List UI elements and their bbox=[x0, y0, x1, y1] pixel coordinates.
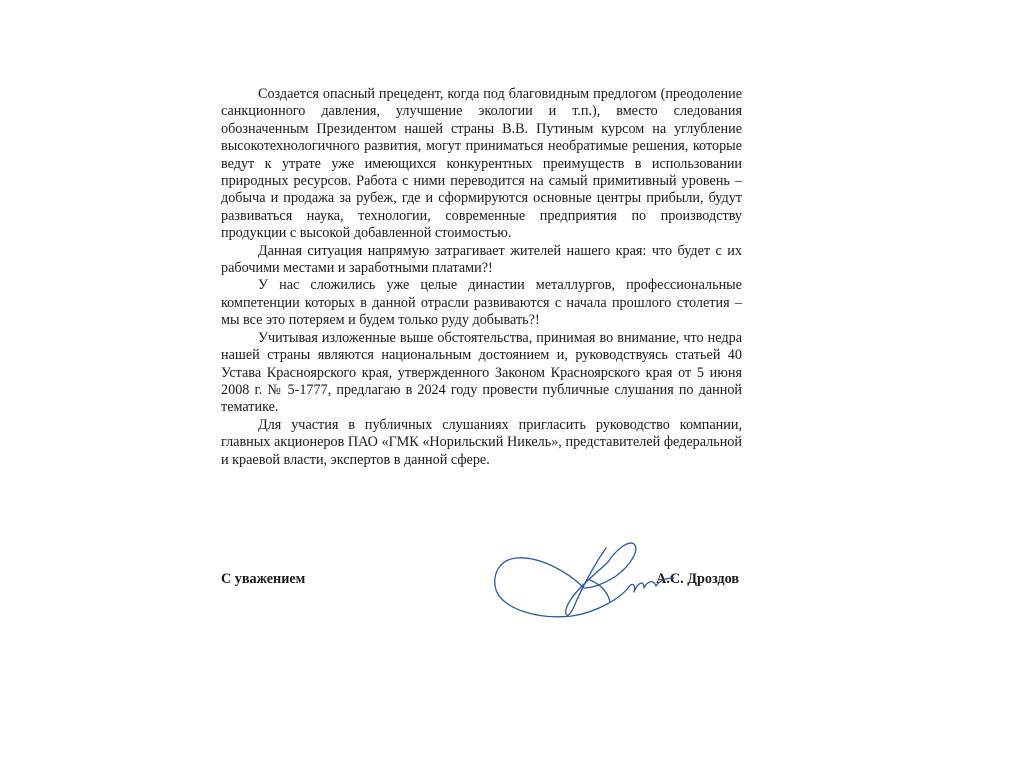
handwritten-signature bbox=[488, 532, 678, 624]
closing-salutation: С уважением bbox=[221, 571, 306, 587]
paragraph-precedent: Создается опасный прецедент, когда под благовидным предлогом (преодоление санкционного давления, улучшение экологии и т.п.), вместо следования обозначенным Президентом нашей страны В.В. Путиным курсом на углубление высокотехнологичного развития, могут приниматься необратимые решения, которые ведут к утрате уже имеющихся конкурентных преимуществ в использовании природных ресурсов. Работа с ними переводится на самый примитивный уровень – добыча и продажа за рубеж, где и сформируются основные центры прибыли, будут развиваться наука, технологии, современные предприятия по производству продукции с высокой добавленной стоимостью. bbox=[221, 86, 742, 242]
paragraph-residents-impact: Данная ситуация напрямую затрагивает жителей нашего края: что будет с их рабочими местами и заработными платами?! bbox=[221, 242, 742, 277]
paragraph-metallurgist-dynasties: У нас сложились уже целые династии металлургов, профессиональные компетенции которых в данной отрасли развиваются с начала прошлого столетия – мы все это потеряем и будем только руду добывать?! bbox=[221, 277, 742, 329]
paragraph-participants: Для участия в публичных слушаниях пригласить руководство компании, главных акционеров ПАО «ГМК «Норильский Никель», представителей федеральной и краевой власти, экспертов в данной сфере. bbox=[221, 416, 742, 468]
signatory-name: А.С. Дроздов bbox=[656, 571, 739, 587]
letter-body bbox=[221, 86, 742, 469]
paragraph-public-hearings-proposal: Учитывая изложенные выше обстоятельства, принимая во внимание, что недра нашей страны являются национальным достоянием и, руководствуясь статьей 40 Устава Красноярского края, утвержденного Законом Красноярского края от 5 июня 2008 г. № 5-1777, предлагаю в 2024 году провести публичные слушания по данной тематике. bbox=[221, 329, 742, 416]
